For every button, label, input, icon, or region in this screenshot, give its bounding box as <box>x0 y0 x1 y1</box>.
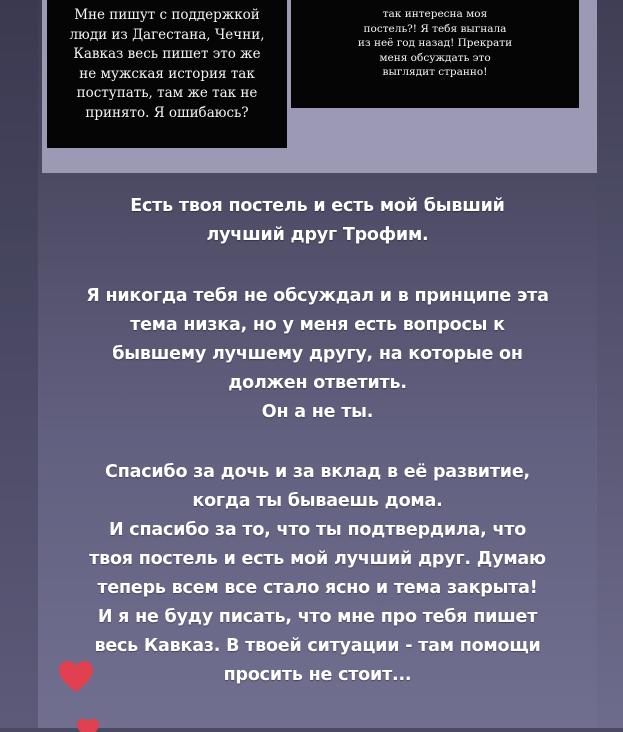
screenshot-message-left <box>47 0 287 148</box>
story-text-line: когда ты бываешь дома. <box>192 491 443 511</box>
story-text-line: Спасибо за дочь и за вклад в её развитие, <box>105 462 530 482</box>
message-line: постель?! Я тебя выгнала <box>363 22 507 35</box>
story-text-line: весь Кавказ. В твоей ситуации - там помощи <box>94 636 541 656</box>
heart-icon <box>58 660 94 694</box>
frame-right-edge <box>597 0 623 728</box>
story-text-line: лучший друг Трофим. <box>206 225 429 245</box>
story-text-line: тема низка, но у меня есть вопросы к <box>130 315 505 335</box>
story-text-line: бывшему лучшему другу, на которые он <box>112 344 523 364</box>
story-text-paragraph-3 <box>38 458 597 690</box>
frame-left-edge <box>0 0 38 728</box>
message-line: поступать, там же так не <box>76 85 258 101</box>
heart-icon <box>76 718 100 732</box>
message-line: выглядит странно! <box>382 66 488 78</box>
story-text-line: Есть твоя постель и есть мой бывший <box>130 196 505 216</box>
message-line: принято. Я ошибаюсь? <box>85 104 249 121</box>
message-line: люди из Дагестана, Чечни, <box>69 26 265 43</box>
story-text-line: Я никогда тебя не обсуждал и в принципе эта <box>86 286 549 306</box>
story-text-line: И я не буду писать, что мне про тебя пишет <box>97 607 538 627</box>
story-text-line: теперь всем все стало ясно и тема закрыта! <box>97 578 538 598</box>
message-line: Мне пишут с поддержкой <box>74 7 260 23</box>
story-text-line: И спасибо за то, что ты подтвердила, что <box>108 520 527 540</box>
story-text-line: просить не стоит... <box>223 665 412 685</box>
screenshot-message-right <box>291 0 579 108</box>
story-text-paragraph-1 <box>38 192 597 250</box>
story-text-line: Он а не ты. <box>261 402 374 422</box>
story-text-line: должен ответить. <box>228 373 407 393</box>
message-line: Кавказ весь пишет это же <box>73 46 261 62</box>
story-text-line: твоя постель и есть мой лучший друг. Думаю <box>89 549 546 569</box>
story-text-paragraph-2 <box>38 282 597 427</box>
message-line: так интересна моя <box>382 8 488 20</box>
message-line: из неё год назад! Прекрати <box>357 37 513 49</box>
message-line: не мужская история так <box>79 65 255 82</box>
message-line: меня обсуждать это <box>379 51 491 64</box>
